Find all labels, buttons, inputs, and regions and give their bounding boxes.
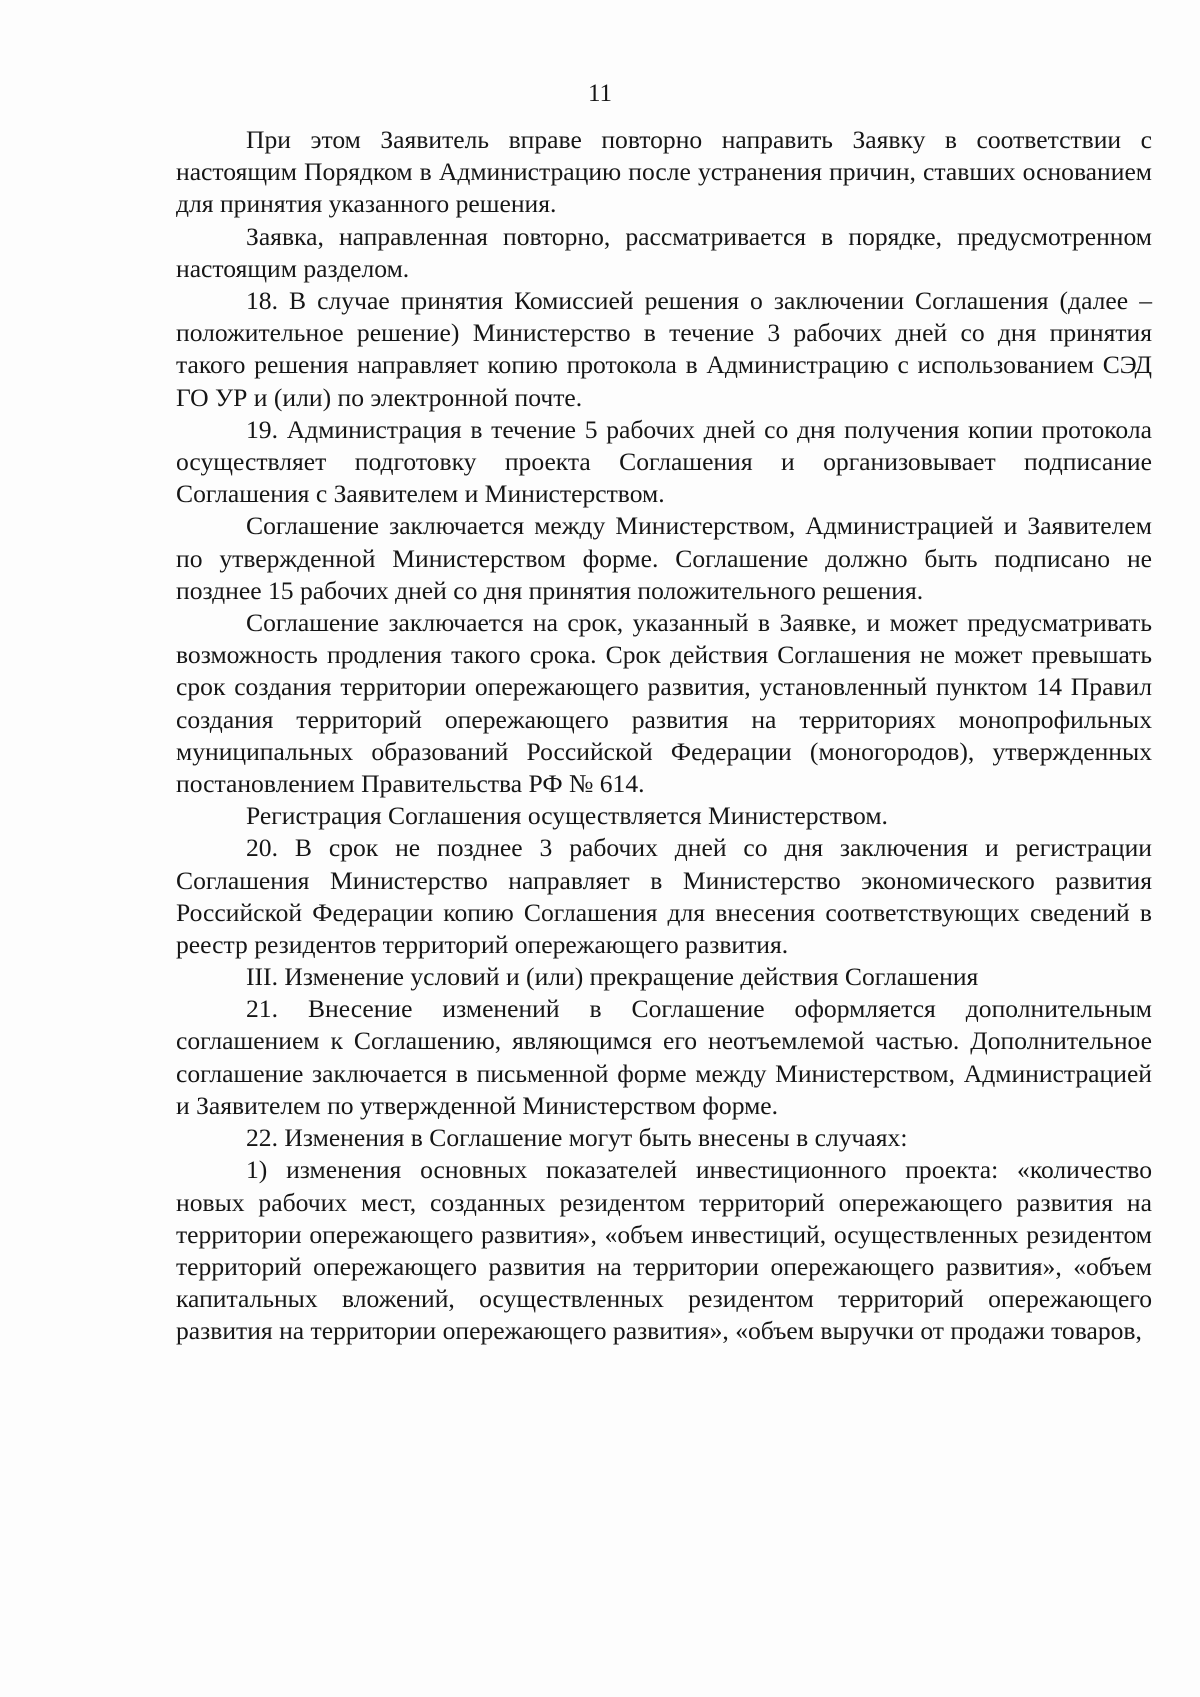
paragraph-clause-18: 18. В случае принятия Комиссией решения о заключении Соглашения (далее – положительное решение) Министерство в течение 3 рабочих дней со дня принятия такого решения направляет копию протокола в Администрацию с использованием СЭД ГО УР и (или) по электронной почте. [176,286,1152,412]
paragraph: При этом Заявитель вправе повторно направить Заявку в соответствии с настоящим Порядком в Администрацию после устранения причин, ставших основанием для принятия указанного решения. [176,125,1152,219]
paragraph: Регистрация Соглашения осуществляется Министерством. [246,801,888,831]
section-heading: III. Изменение условий и (или) прекращение действия Соглашения [246,962,979,992]
paragraph-clause-22: 22. Изменения в Соглашение могут быть внесены в случаях: [246,1123,908,1153]
paragraph-clause-21: 21. Внесение изменений в Соглашение оформляется дополнительным соглашением к Соглашению, являющимся его неотъемлемой частью. Дополнительное соглашение заключается в письменной форме между Министерством, Администрацией и Заявителем по утвержденной Министерством форме. [176,994,1152,1120]
paragraph-clause-20: 20. В срок не позднее 3 рабочих дней со дня заключения и регистрации Соглашения Министерство направляет в Министерство экономического развития Российской Федерации копию Соглашения для внесения соответствующих сведений в реестр резидентов территорий опережающего развития. [176,833,1152,960]
page-number: 11 [587,80,613,107]
paragraph-clause-19: 19. Администрация в течение 5 рабочих дней со дня получения копии протокола осуществляет подготовку проекта Соглашения и организовывает подписание Соглашения с Заявителем и Министерством. [176,414,1152,509]
paragraph-subclause-1: 1) изменения основных показателей инвестиционного проекта: «количество новых рабочих мест, созданных резидентом территорий опережающего развития на территории опережающего развития», «объем инвестиций, осуществленных резидентом территорий опережающего развития на территории опережающего развития», «объем капитальных вложений, осуществленных резидентом территорий опережающего развития на территории опережающего развития», «объем выручки от продажи товаров, [176,1155,1152,1346]
document-body [176,124,1152,1348]
paragraph: Соглашение заключается между Министерством, Администрацией и Заявителем по утвержденной Министерством форме. Соглашение должно быть подписано не позднее 15 рабочих дней со дня принятия положительного решения. [176,511,1152,605]
paragraph: Заявка, направленная повторно, рассматривается в порядке, предусмотренном настоящим разделом. [176,221,1152,283]
paragraph: Соглашение заключается на срок, указанный в Заявке, и может предусматривать возможность продления такого срока. Срок действия Соглашения не может превышать срок создания территории опережающего развития, установленный пунктом 14 Правил создания территорий опережающего развития на территориях монопрофильных муниципальных образований Российской Федерации (моногородов), утвержденных постановлением Правительства РФ № 614. [176,608,1152,799]
